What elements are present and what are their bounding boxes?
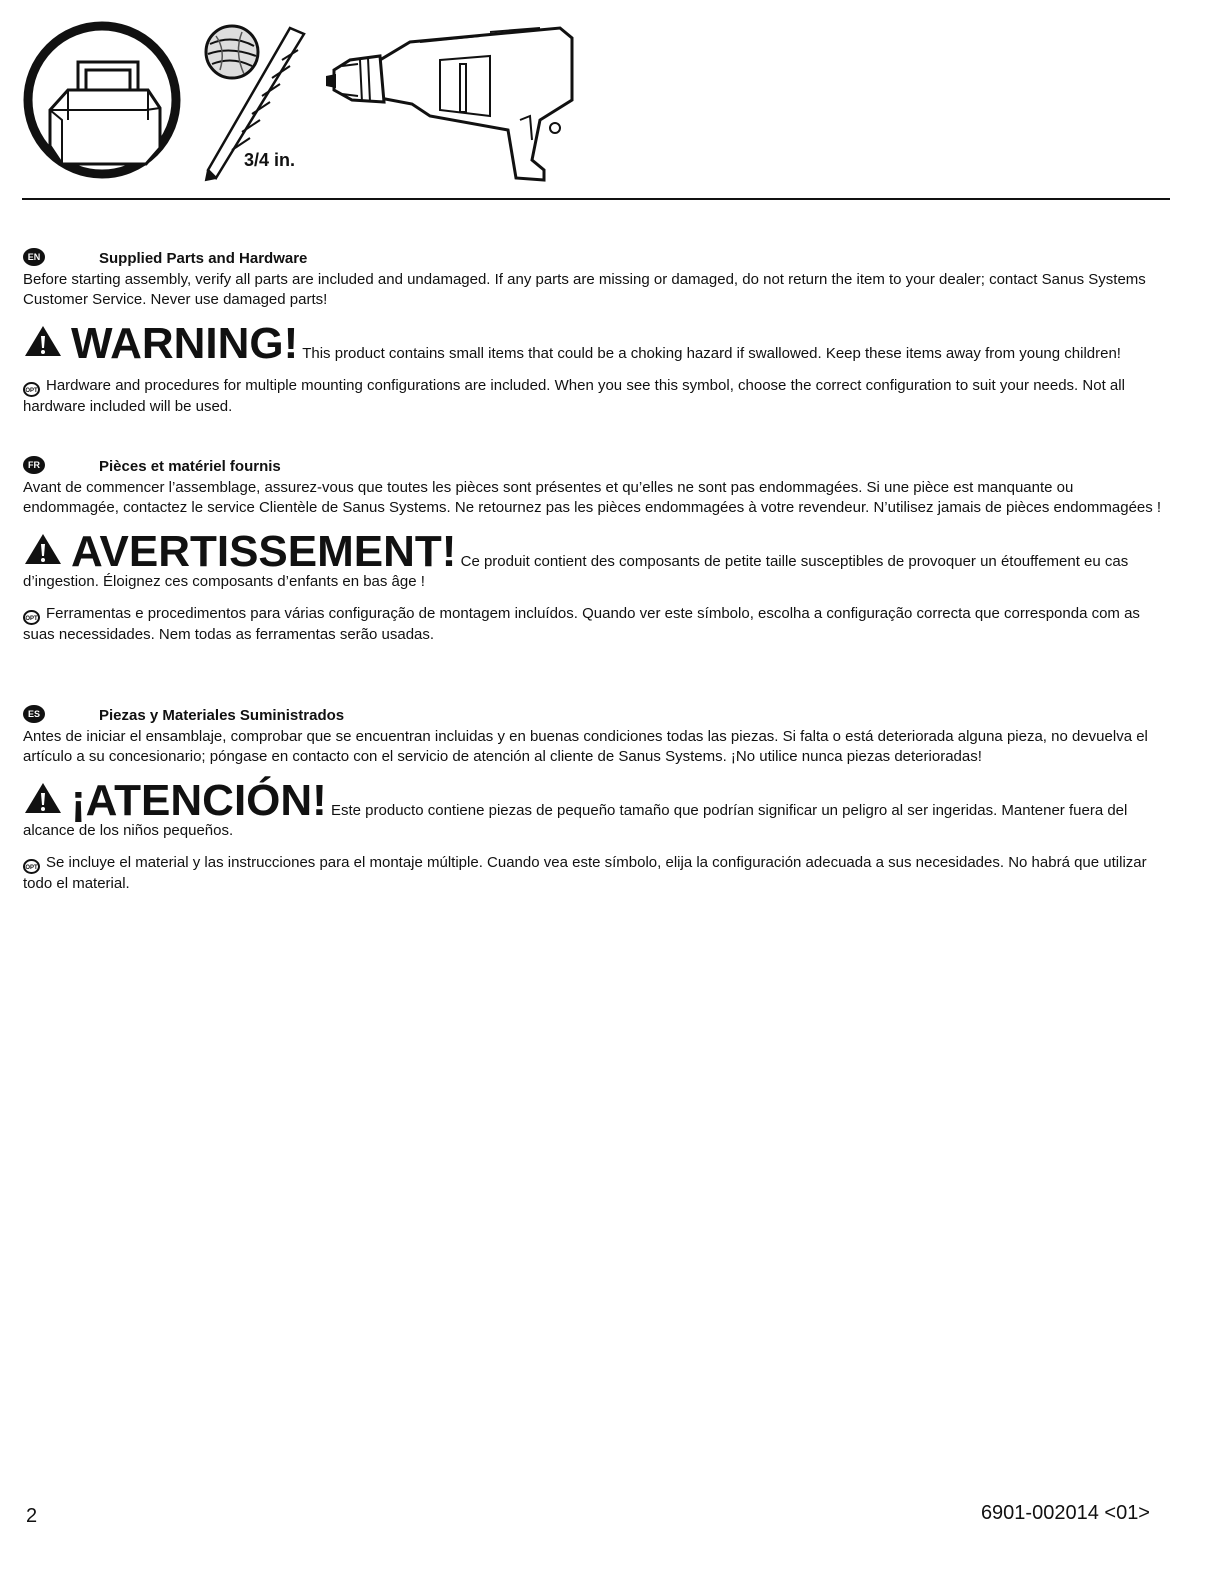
warning-text: Este producto contiene piezas de pequeño tamaño que podrían significar un peligro al ser ingeridas. Mantener fuera del alcance de los niños pequeños. [23,802,1128,839]
optional-note [23,376,1173,417]
section-title: Pièces et matériel fournis [99,458,281,475]
section-title: Piezas y Materiales Suministrados [99,707,345,724]
language-badge: ES [23,705,45,723]
intro-text: Avant de commencer l’assemblage, assurez-vous que toutes les pièces sont présentes et qu’elles ne sont pas endommagées. Si une pièce est manquante ou endommagée, contactez le service Clientèle de Sanus Systems. Ne retournez pas les pièces endommagées à votre revendeur. N’utilisez jamais de pièces endommagées ! [23,479,1162,516]
optional-note-text: Hardware and procedures for multiple mounting configurations are included. When you see this symbol, choose the correct configuration to suit your needs. Not all hardware included will be used. [23,377,1125,415]
no-toolbox-icon [28,26,176,174]
section-header [23,705,1173,727]
opt-symbol-icon: OPT [23,382,40,397]
tools-drawing [20,20,620,190]
optional-note [23,853,1173,894]
power-drill-icon [326,28,572,180]
section-title: Supplied Parts and Hardware [99,250,308,267]
wood-end-grain-icon [206,26,258,78]
warning-block [23,527,1173,592]
document-code: 6901-002014 <01> [980,1502,1150,1524]
warning-heading: AVERTISSEMENT! [71,527,457,576]
bit-size-label: 3/4 in. [244,150,296,170]
header-divider [22,198,1170,200]
warning-triangle-icon [23,781,63,815]
warning-heading: WARNING! [71,319,299,368]
section-es [23,705,1173,894]
warning-block [23,319,1173,368]
language-badge: FR [23,456,45,474]
warning-text: Ce produit contient des composants de petite taille susceptibles de provoquer un étouffement eu cas d’ingestion. Éloignez ces composants d’enfants en bas âge ! [23,553,1129,590]
section-header [23,248,1173,270]
tool-illustrations [20,20,620,190]
opt-symbol-icon: OPT [23,610,40,625]
optional-note-text: Ferramentas e procedimentos para várias configuração de montagem incluídos. Quando ver este símbolo, escolha a configuração correcta que corresponda com as suas necessidades. Nem todas as ferramentas serão usadas. [23,605,1140,643]
section-header [23,456,1173,478]
warning-heading: ¡ATENCIÓN! [71,776,327,825]
optional-note [23,604,1173,645]
opt-symbol-icon: OPT [23,859,40,874]
section-en [23,248,1173,417]
intro-text: Antes de iniciar el ensamblaje, comprobar que se encuentran incluidas y en buenas condiciones todas las piezas. Si falta o está deteriorada alguna pieza, no devuelva el artículo a su concesionario; póngase en contacto con el servicio de atención al cliente de Sanus Systems. ¡No utilice nunca piezas deterioradas! [23,728,1148,765]
page-number: 2 [26,1505,38,1527]
warning-text: This product contains small items that could be a choking hazard if swallowed. Keep these items away from young children! [302,345,1121,362]
section-fr [23,456,1173,645]
warning-block [23,776,1173,841]
language-badge: EN [23,248,45,266]
intro-text: Before starting assembly, verify all parts are included and undamaged. If any parts are missing or damaged, do not return the item to your dealer; contact Sanus Systems Customer Service. Never use damaged parts! [23,271,1146,308]
warning-triangle-icon [23,532,63,566]
optional-note-text: Se incluye el material y las instrucciones para el montaje múltiple. Cuando vea este símbolo, elija la configuración adecuada a sus necesidades. No habrá que utilizar todo el material. [23,854,1147,892]
warning-triangle-icon [23,324,63,358]
